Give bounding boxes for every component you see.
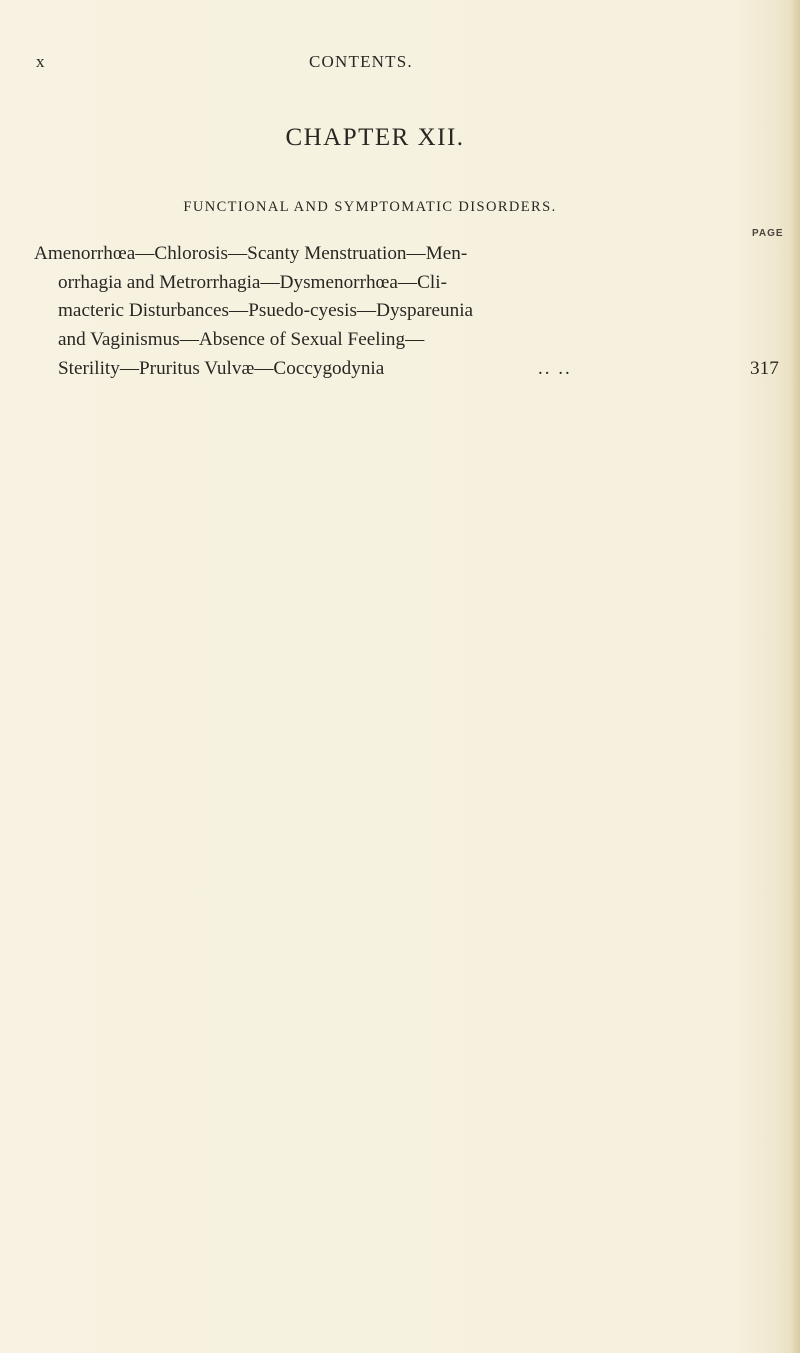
running-head — [0, 52, 800, 74]
entry-line: orrhagia and Metrorrhagia—Dysmenorrhœa—Cli- — [58, 272, 447, 293]
entry-line: macteric Disturbances—Psuedo-cyesis—Dyspareunia — [58, 300, 474, 321]
section-title: FUNCTIONAL AND SYMPTOMATIC DISORDERS. — [183, 199, 557, 215]
dot-leader: .. .. — [538, 358, 572, 379]
entry-page-number: 317 — [750, 358, 779, 379]
page-edge-shadow — [790, 0, 800, 1353]
entry-line: and Vaginismus—Absence of Sexual Feeling— — [58, 329, 425, 350]
chapter-title: CHAPTER XII. — [285, 124, 465, 151]
folio-number: x — [36, 52, 46, 71]
entry-line: Amenorrhœa—Chlorosis—Scanty Menstruation—Men- — [34, 243, 468, 264]
running-head-title: CONTENTS. — [309, 52, 413, 71]
entry-line: Sterility—Pruritus Vulvæ—Coccygodynia — [58, 358, 385, 379]
page-column-label: PAGE — [752, 228, 784, 239]
